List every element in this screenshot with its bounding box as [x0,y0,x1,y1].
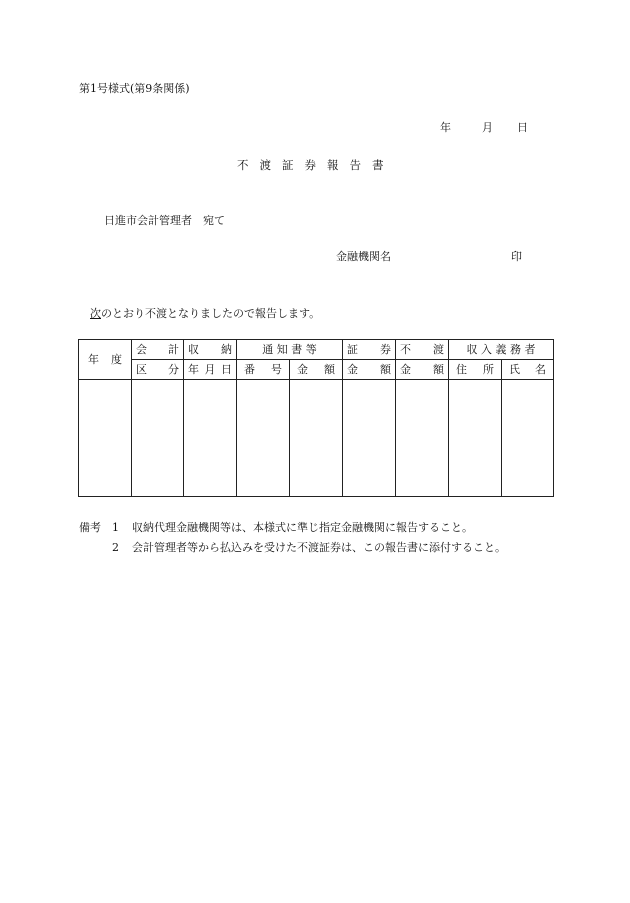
date-year: 年 [440,121,451,134]
cell-year[interactable] [79,380,132,497]
col-account-top: 会 計 [132,340,184,360]
addressee: 日進市会計管理者 宛て [104,214,225,227]
col-account-bottom: 区 分 [132,360,184,380]
header-row-1 [79,340,554,360]
col-receipt-bottom: 年 月 日 [184,360,237,380]
col-dishonor-bottom: 金 額 [396,360,449,380]
date-month: 月 [482,121,493,134]
intro-underlined: 次 [90,307,101,320]
bank-name-label: 金融機関名 [336,250,391,263]
note-item: 備考 1 収納代理金融機関等は、本様式に準じ指定金融機関に報告すること。 [79,518,506,538]
col-securities-bottom: 金 額 [343,360,396,380]
obligor-name: 氏 名 [502,360,554,380]
cell-securities-amount[interactable] [343,380,396,497]
col-securities-top: 証 券 [343,340,396,360]
cell-notice-number[interactable] [237,380,290,497]
notice-group: 通 知 書 等 [237,340,343,360]
note-text: 会計管理者等から払込みを受けた不渡証券は、この報告書に添付すること。 [132,541,506,554]
header-row-2 [79,360,554,380]
notes-label: 備考 [79,521,101,534]
col-receipt-top: 収 納 [184,340,237,360]
cell-dishonor-amount[interactable] [396,380,449,497]
seal-mark: 印 [511,250,522,263]
obligor-group: 収 入 義 務 者 [449,340,554,360]
note-text: 収納代理金融機関等は、本様式に準じ指定金融機関に報告すること。 [132,521,473,534]
cell-notice-amount[interactable] [290,380,343,497]
intro-rest: のとおり不渡となりましたので報告します。 [101,307,321,320]
date-line [440,119,528,135]
obligor-address: 住 所 [449,360,502,380]
cell-obligor-address[interactable] [449,380,502,497]
notice-number: 番 号 [237,360,290,380]
note-item: 2 会計管理者等から払込みを受けた不渡証券は、この報告書に添付すること。 [79,538,506,558]
notes [79,518,506,558]
col-year: 年 度 [79,340,132,380]
col-dishonor-top: 不 渡 [396,340,449,360]
intro-text [90,305,320,321]
blank-entry-row [79,380,554,497]
cell-account[interactable] [132,380,184,497]
date-day: 日 [517,121,528,134]
cell-receipt-date[interactable] [184,380,237,497]
notice-amount: 金 額 [290,360,343,380]
page-title: 不渡証券報告書 [237,158,395,172]
report-table [78,339,554,497]
form-number: 第1号様式(第9条関係) [79,82,190,95]
cell-obligor-name[interactable] [502,380,554,497]
